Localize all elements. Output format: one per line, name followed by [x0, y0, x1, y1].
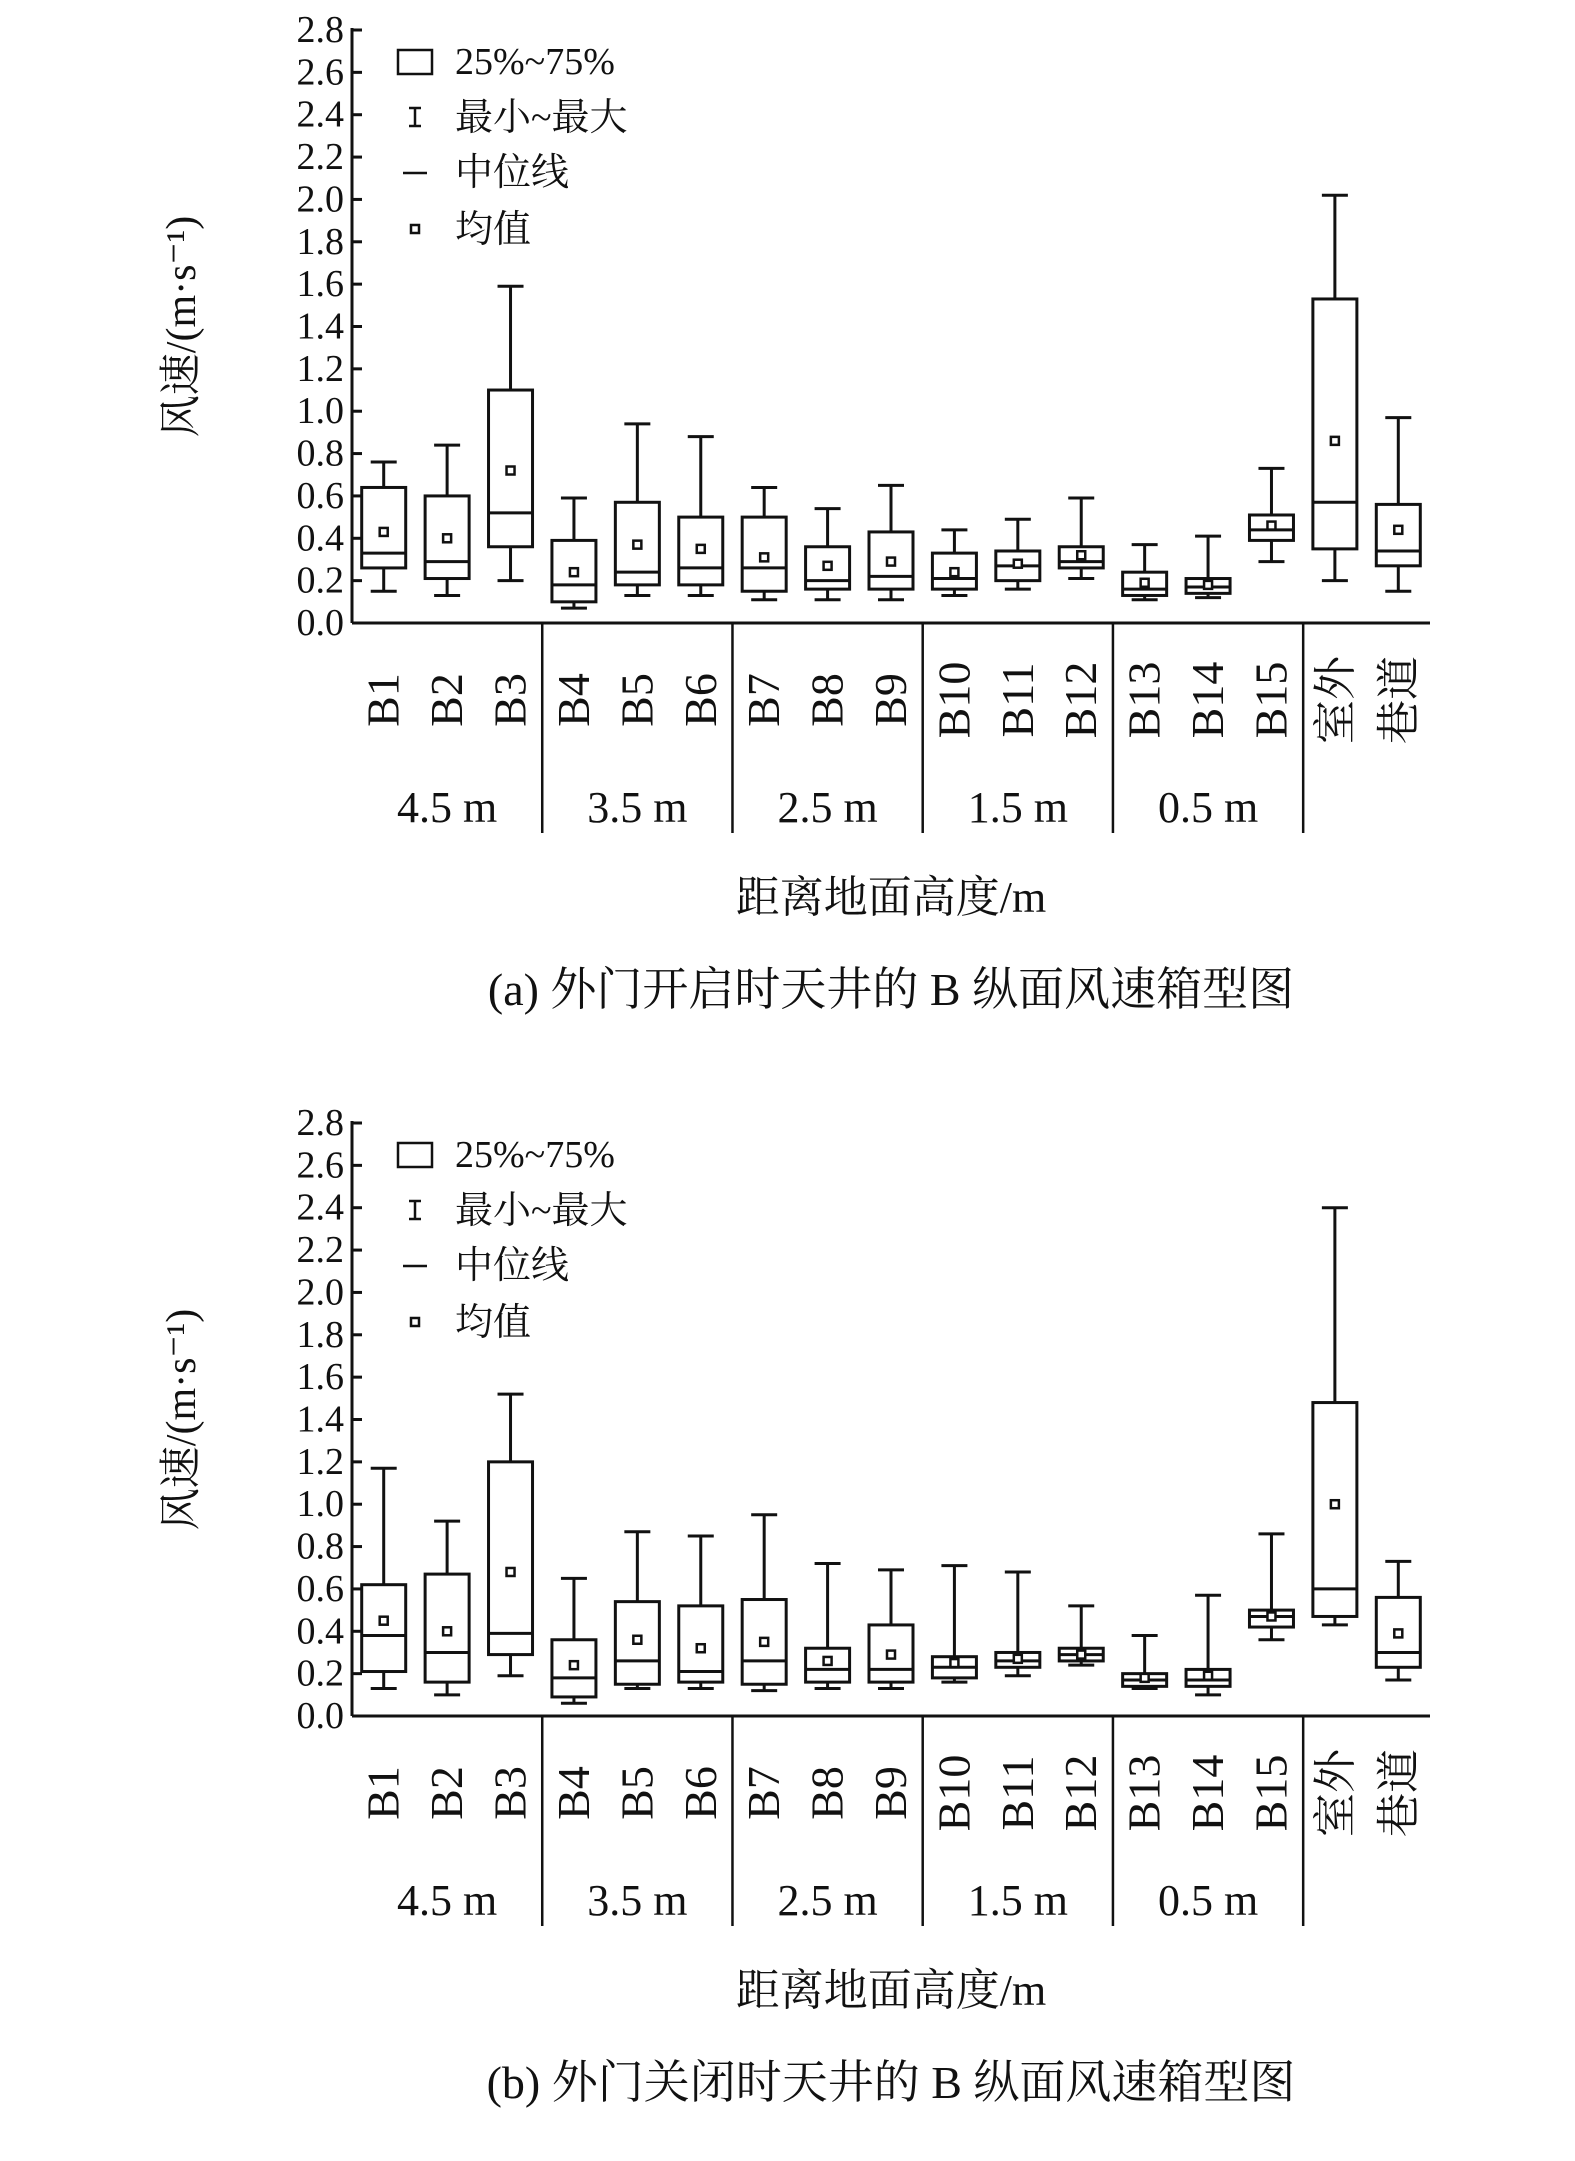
category-label: B9 — [865, 673, 916, 727]
legend-median-label: 中位线 — [455, 1245, 570, 1287]
group-label: 4.5 m — [397, 783, 498, 832]
y-tick-label: 2.2 — [296, 1229, 344, 1272]
y-axis-label: 风速/(m·s⁻¹) — [159, 1308, 205, 1531]
box-B3 — [489, 286, 533, 580]
group-label: 1.5 m — [967, 1876, 1068, 1925]
category-label: B9 — [865, 1766, 916, 1820]
mean-marker — [443, 1627, 451, 1635]
box-B6 — [679, 1536, 723, 1688]
category-label: B7 — [738, 673, 790, 727]
y-tick-label: 1.6 — [296, 263, 344, 306]
category-label: B2 — [421, 1766, 473, 1820]
category-label: 巷道 — [1374, 656, 1424, 744]
mean-marker — [633, 541, 641, 549]
y-tick-label: 1.0 — [296, 1483, 344, 1526]
legend-mean-label: 均值 — [455, 1302, 532, 1344]
category-label: B1 — [357, 673, 409, 727]
legend-box-icon — [398, 50, 432, 74]
y-tick-label: 1.6 — [296, 1356, 344, 1399]
box-B7 — [742, 1515, 786, 1691]
mean-marker — [760, 553, 768, 561]
mean-marker — [570, 1661, 578, 1669]
figure-caption: (a) 外门开启时天井的 B 纵面风速箱型图 — [487, 964, 1295, 1015]
box-B14 — [1186, 536, 1230, 597]
mean-marker — [1077, 1651, 1085, 1659]
y-tick-label: 1.2 — [296, 1440, 344, 1483]
legend-whisker-label: 最小~最大 — [455, 1190, 628, 1232]
y-tick-label: 0.0 — [296, 602, 344, 644]
mean-marker — [697, 1644, 705, 1652]
y-tick-label: 0.4 — [296, 517, 344, 560]
box-B11 — [996, 1572, 1040, 1676]
y-tick-label: 2.8 — [296, 9, 344, 51]
box-B15 — [1249, 1534, 1293, 1640]
mean-marker — [1394, 1629, 1402, 1637]
box-B7 — [742, 487, 786, 599]
category-label: B5 — [611, 673, 663, 727]
mean-marker — [380, 528, 388, 536]
category-label: 室外 — [1310, 656, 1360, 744]
box-B13 — [1123, 1636, 1167, 1689]
group-label: 3.5 m — [587, 1876, 688, 1925]
category-label: B1 — [357, 1766, 409, 1820]
x-axis-label: 距离地面高度/m — [735, 1966, 1047, 2015]
y-tick-label: 1.2 — [296, 347, 344, 390]
box-plot-a — [0, 0, 1575, 1063]
y-tick-label: 0.6 — [296, 474, 344, 517]
category-label: B3 — [484, 1766, 536, 1820]
y-tick-label: 2.0 — [296, 178, 344, 221]
box-B12 — [1059, 1606, 1103, 1665]
iqr-box — [362, 1585, 406, 1672]
box-巷道 — [1376, 1561, 1420, 1680]
y-tick-label: 2.4 — [296, 1186, 344, 1229]
category-label: B2 — [421, 673, 473, 727]
box-B10 — [932, 530, 976, 596]
mean-marker — [1014, 1655, 1022, 1663]
legend-whisker-label: 最小~最大 — [455, 97, 628, 139]
y-tick-label: 1.0 — [296, 390, 344, 433]
box-B5 — [615, 424, 659, 596]
box-B6 — [679, 437, 723, 596]
mean-marker — [1267, 522, 1275, 530]
legend-box-label: 25%~75% — [455, 1134, 615, 1176]
y-tick-label: 1.4 — [296, 305, 344, 348]
group-label: 0.5 m — [1157, 783, 1259, 832]
group-label: 2.5 m — [777, 783, 878, 832]
mean-marker — [570, 568, 578, 576]
box-B13 — [1123, 545, 1167, 600]
group-label: 0.5 m — [1157, 1876, 1259, 1925]
group-label: 4.5 m — [397, 1876, 498, 1925]
box-B12 — [1059, 498, 1103, 578]
category-label: B14 — [1182, 661, 1234, 739]
box-B1 — [362, 462, 406, 591]
box-B8 — [806, 509, 850, 600]
y-tick-label: 1.4 — [296, 1398, 344, 1441]
category-label: B11 — [991, 662, 1043, 738]
box-巷道 — [1376, 418, 1420, 592]
box-B1 — [362, 1468, 406, 1688]
category-label: B13 — [1118, 661, 1170, 739]
mean-marker — [824, 562, 832, 570]
category-label: B8 — [801, 673, 853, 727]
mean-marker — [1204, 581, 1212, 589]
y-tick-label: 0.8 — [296, 1525, 344, 1568]
iqr-box — [1313, 299, 1357, 549]
mean-marker — [1141, 1674, 1149, 1682]
mean-marker — [1331, 1500, 1339, 1508]
figure-caption: (b) 外门关闭时天井的 B 纵面风速箱型图 — [486, 2057, 1296, 2108]
category-label: B4 — [547, 1766, 599, 1820]
y-tick-label: 1.8 — [296, 1313, 344, 1356]
y-tick-label: 2.6 — [296, 51, 344, 94]
legend-box-label: 25%~75% — [455, 41, 615, 83]
mean-marker — [1014, 560, 1022, 568]
mean-marker — [887, 558, 895, 566]
mean-marker — [1267, 1612, 1275, 1620]
iqr-box — [1313, 1403, 1357, 1617]
box-B8 — [806, 1564, 850, 1689]
iqr-box — [489, 1462, 533, 1655]
category-label: B5 — [611, 1766, 663, 1820]
category-label: B15 — [1245, 661, 1297, 739]
mean-marker — [443, 534, 451, 542]
x-axis-label: 距离地面高度/m — [735, 873, 1047, 922]
mean-marker — [950, 1659, 958, 1667]
y-tick-label: 0.8 — [296, 432, 344, 475]
y-tick-label: 2.6 — [296, 1144, 344, 1187]
legend-median-label: 中位线 — [455, 152, 570, 194]
mean-marker — [633, 1636, 641, 1644]
box-B3 — [489, 1394, 533, 1676]
category-label: B12 — [1055, 1754, 1107, 1832]
box-B15 — [1249, 468, 1293, 561]
box-B2 — [425, 1521, 469, 1695]
mean-marker — [1331, 437, 1339, 445]
mean-marker — [887, 1651, 895, 1659]
mean-marker — [1394, 526, 1402, 534]
mean-marker — [824, 1657, 832, 1665]
y-tick-label: 2.2 — [296, 136, 344, 179]
box-B4 — [552, 1578, 596, 1703]
box-室外 — [1313, 1208, 1357, 1625]
category-label: B14 — [1182, 1754, 1234, 1832]
mean-marker — [697, 545, 705, 553]
y-tick-label: 0.0 — [296, 1695, 344, 1737]
y-tick-label: 0.4 — [296, 1610, 344, 1653]
category-label: 巷道 — [1374, 1749, 1424, 1837]
category-label: B6 — [674, 673, 726, 727]
box-B14 — [1186, 1595, 1230, 1695]
chart-panel-b — [0, 1093, 1575, 2156]
category-label: B3 — [484, 673, 536, 727]
legend-box-icon — [398, 1143, 432, 1167]
category-label: B11 — [991, 1755, 1043, 1831]
box-plot-b — [0, 1093, 1575, 2156]
group-label: 1.5 m — [967, 783, 1068, 832]
box-B9 — [869, 485, 913, 599]
category-label: B10 — [928, 661, 980, 739]
box-B5 — [615, 1532, 659, 1689]
mean-marker — [1204, 1672, 1212, 1680]
y-tick-label: 1.8 — [296, 220, 344, 263]
y-tick-label: 0.2 — [296, 559, 344, 602]
category-label: B10 — [928, 1754, 980, 1832]
mean-marker — [507, 467, 515, 475]
category-label: B4 — [547, 673, 599, 727]
legend-mean-icon — [411, 225, 419, 233]
mean-marker — [1141, 579, 1149, 587]
y-tick-label: 2.8 — [296, 1102, 344, 1144]
mean-marker — [380, 1617, 388, 1625]
mean-marker — [760, 1638, 768, 1646]
category-label: B6 — [674, 1766, 726, 1820]
iqr-box — [1376, 504, 1420, 565]
category-label: B12 — [1055, 661, 1107, 739]
box-B4 — [552, 498, 596, 608]
legend-mean-icon — [411, 1318, 419, 1326]
mean-marker — [507, 1568, 515, 1576]
category-label: B15 — [1245, 1754, 1297, 1832]
legend-mean-label: 均值 — [455, 209, 532, 251]
box-B10 — [932, 1566, 976, 1682]
category-label: B13 — [1118, 1754, 1170, 1832]
chart-panel-a — [0, 0, 1575, 1063]
y-tick-label: 0.6 — [296, 1567, 344, 1610]
box-B2 — [425, 445, 469, 595]
y-axis-label: 风速/(m·s⁻¹) — [159, 215, 205, 438]
category-label: 室外 — [1310, 1749, 1360, 1837]
mean-marker — [1077, 551, 1085, 559]
mean-marker — [950, 568, 958, 576]
group-label: 3.5 m — [587, 783, 688, 832]
y-tick-label: 0.2 — [296, 1652, 344, 1695]
y-tick-label: 2.0 — [296, 1271, 344, 1314]
box-B11 — [996, 519, 1040, 589]
y-tick-label: 2.4 — [296, 93, 344, 136]
category-label: B8 — [801, 1766, 853, 1820]
group-label: 2.5 m — [777, 1876, 878, 1925]
box-B9 — [869, 1570, 913, 1689]
box-室外 — [1313, 195, 1357, 580]
category-label: B7 — [738, 1766, 790, 1820]
